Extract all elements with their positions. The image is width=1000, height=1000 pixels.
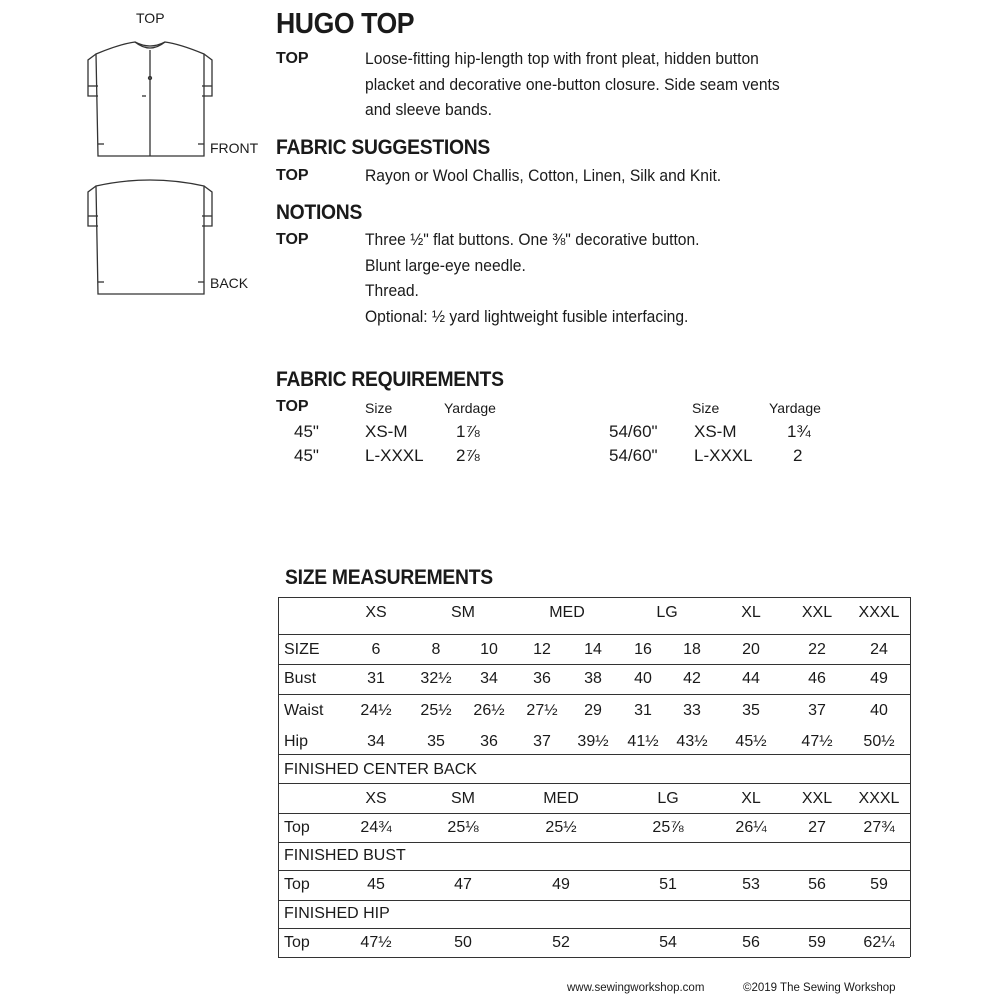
req-width: 45" xyxy=(294,422,319,441)
finished-hip-heading: FINISHED HIP xyxy=(284,905,390,922)
table-rule xyxy=(278,870,910,871)
table-cell: 47½ xyxy=(801,733,833,750)
table-cell: 47½ xyxy=(360,934,392,951)
table-cell: 34 xyxy=(480,670,498,687)
notions-line: Thread. xyxy=(365,281,419,300)
table-cell: 37 xyxy=(533,733,551,750)
size-group-header: XS xyxy=(365,604,387,621)
table-cell: 54 xyxy=(659,934,677,951)
table-cell: 37 xyxy=(808,702,826,719)
table-cell: 25⅞ xyxy=(652,819,684,836)
table-cell: 14 xyxy=(584,641,602,658)
table-cell: 56 xyxy=(808,876,826,893)
back-view-drawing xyxy=(88,180,212,294)
table-cell: 35 xyxy=(427,733,445,750)
table-cell: 26¼ xyxy=(735,819,767,836)
table-cell: 27 xyxy=(808,819,826,836)
page-title: HUGO TOP xyxy=(276,8,415,40)
notions-line: Three ½" flat buttons. One ⅜" decorative button. xyxy=(365,230,700,249)
fabric-requirements-heading: FABRIC REQUIREMENTS xyxy=(276,368,504,391)
copyright-text: ©2019 The Sewing Workshop xyxy=(743,982,896,994)
row-label: Waist xyxy=(284,702,324,719)
table-cell: 45 xyxy=(367,876,385,893)
table-cell: 36 xyxy=(533,670,551,687)
table-rule xyxy=(278,900,910,901)
req-yardage: 2⅞ xyxy=(456,446,480,465)
req-size: L-XXXL xyxy=(365,446,424,465)
notions-line: Optional: ½ yard lightweight fusible interfacing. xyxy=(365,306,689,326)
table-cell: 6 xyxy=(371,641,381,658)
row-label: Top xyxy=(284,934,310,951)
size-group-header: SM xyxy=(451,604,475,621)
table-cell: 62¼ xyxy=(863,934,895,951)
table-cell: 25⅛ xyxy=(447,819,479,836)
table-right-border xyxy=(910,597,911,957)
req-size: XS-M xyxy=(365,422,408,441)
req-width: 45" xyxy=(294,446,319,465)
table-cell: 22 xyxy=(808,641,826,658)
table-cell: 42 xyxy=(683,670,701,687)
top-figure-label: TOP xyxy=(136,10,165,26)
table-cell: 38 xyxy=(584,670,602,687)
table-rule xyxy=(278,842,910,843)
row-label: SIZE xyxy=(284,641,320,658)
fabric-requirements-label: TOP xyxy=(276,398,309,415)
table-cell: 44 xyxy=(742,670,760,687)
table-cell: 59 xyxy=(870,876,888,893)
size-group-header: LG xyxy=(657,790,679,807)
table-cell: 27½ xyxy=(526,702,558,719)
size-group-header: MED xyxy=(543,790,579,807)
table-cell: 24¾ xyxy=(360,819,392,836)
table-cell: 31 xyxy=(367,670,385,687)
notions-label: TOP xyxy=(276,231,309,248)
size-header-right: Size xyxy=(692,400,720,416)
size-group-header: XS xyxy=(365,790,387,807)
table-cell: 40 xyxy=(634,670,652,687)
size-group-header: XL xyxy=(741,790,761,807)
table-cell: 33 xyxy=(683,702,701,719)
table-cell: 41½ xyxy=(627,733,659,750)
req-size: L-XXXL xyxy=(694,446,753,465)
back-figure-label: BACK xyxy=(210,275,249,291)
table-cell: 32½ xyxy=(420,670,452,687)
table-rule xyxy=(278,597,910,598)
table-cell: 50 xyxy=(454,934,472,951)
table-cell: 43½ xyxy=(676,733,708,750)
table-cell: 25½ xyxy=(420,702,452,719)
table-cell: 56 xyxy=(742,934,760,951)
notions-line: Blunt large-eye needle. xyxy=(365,255,526,275)
table-rule xyxy=(278,634,910,635)
table-cell: 36 xyxy=(480,733,498,750)
table-rule xyxy=(278,664,910,665)
description-text xyxy=(365,46,780,123)
finished-bust-heading: FINISHED BUST xyxy=(284,847,406,864)
req-yardage: 1⅞ xyxy=(456,422,480,441)
table-cell: 20 xyxy=(742,641,760,658)
table-cell: 50½ xyxy=(863,733,895,750)
fabric-suggestions-label: TOP xyxy=(276,167,309,184)
size-group-header: MED xyxy=(549,604,585,621)
fabric-suggestions-heading: FABRIC SUGGESTIONS xyxy=(276,136,491,159)
table-cell: 12 xyxy=(533,641,551,658)
size-group-header: SM xyxy=(451,790,475,807)
description-line: Loose-fitting hip-length top with front pleat, hidden button xyxy=(365,49,759,68)
table-cell: 39½ xyxy=(577,733,609,750)
size-group-header: XXL xyxy=(801,604,833,621)
yardage-header-left: Yardage xyxy=(444,400,496,416)
table-rule xyxy=(278,754,910,755)
req-yardage: 2 xyxy=(793,446,803,465)
garment-illustration xyxy=(80,36,220,306)
table-cell: 45½ xyxy=(735,733,767,750)
size-group-header: XL xyxy=(741,604,761,621)
table-cell: 18 xyxy=(683,641,701,658)
description-label: TOP xyxy=(276,50,309,67)
table-cell: 16 xyxy=(634,641,652,658)
table-cell: 27¾ xyxy=(863,819,895,836)
table-cell: 52 xyxy=(552,934,570,951)
table-rule xyxy=(278,783,910,784)
table-cell: 8 xyxy=(431,641,441,658)
table-cell: 24 xyxy=(870,641,888,658)
table-rule xyxy=(278,957,910,958)
row-label: Top xyxy=(284,819,310,836)
req-width: 54/60" xyxy=(609,422,658,441)
table-left-border xyxy=(278,597,279,957)
table-cell: 53 xyxy=(742,876,760,893)
notions-heading: NOTIONS xyxy=(276,201,363,224)
table-cell: 29 xyxy=(584,702,602,719)
size-group-header: XXXL xyxy=(858,790,900,807)
table-cell: 40 xyxy=(870,702,888,719)
table-cell: 31 xyxy=(634,702,652,719)
table-cell: 26½ xyxy=(473,702,505,719)
table-cell: 49 xyxy=(870,670,888,687)
yardage-header-right: Yardage xyxy=(769,400,821,416)
description-line: placket and decorative one-button closure. Side seam vents xyxy=(365,74,780,94)
description-line: and sleeve bands. xyxy=(365,100,492,119)
notions-list xyxy=(365,227,700,329)
size-group-header: XXXL xyxy=(858,604,900,621)
size-header-left: Size xyxy=(365,400,393,416)
req-width: 54/60" xyxy=(609,446,658,465)
front-view-drawing xyxy=(88,42,212,156)
table-rule xyxy=(278,928,910,929)
front-figure-label: FRONT xyxy=(210,140,259,156)
fabric-suggestions-text: Rayon or Wool Challis, Cotton, Linen, Silk and Knit. xyxy=(365,166,722,185)
size-measurements-heading: SIZE MEASUREMENTS xyxy=(285,566,493,589)
table-cell: 10 xyxy=(480,641,498,658)
table-cell: 24½ xyxy=(360,702,392,719)
row-label: Hip xyxy=(284,733,309,750)
row-label: Top xyxy=(284,876,310,893)
table-cell: 47 xyxy=(454,876,472,893)
table-rule xyxy=(278,694,910,695)
table-cell: 59 xyxy=(808,934,826,951)
req-yardage: 1¾ xyxy=(787,422,811,441)
finished-center-back-heading: FINISHED CENTER BACK xyxy=(284,761,477,778)
row-label: Bust xyxy=(284,670,317,687)
website-link[interactable]: www.sewingworkshop.com xyxy=(567,982,705,994)
table-cell: 51 xyxy=(659,876,677,893)
table-cell: 49 xyxy=(552,876,570,893)
table-cell: 34 xyxy=(367,733,385,750)
table-rule xyxy=(278,813,910,814)
size-group-header: XXL xyxy=(801,790,833,807)
size-group-header: LG xyxy=(656,604,678,621)
table-cell: 35 xyxy=(742,702,760,719)
table-cell: 25½ xyxy=(545,819,577,836)
req-size: XS-M xyxy=(694,422,737,441)
table-cell: 46 xyxy=(808,670,826,687)
